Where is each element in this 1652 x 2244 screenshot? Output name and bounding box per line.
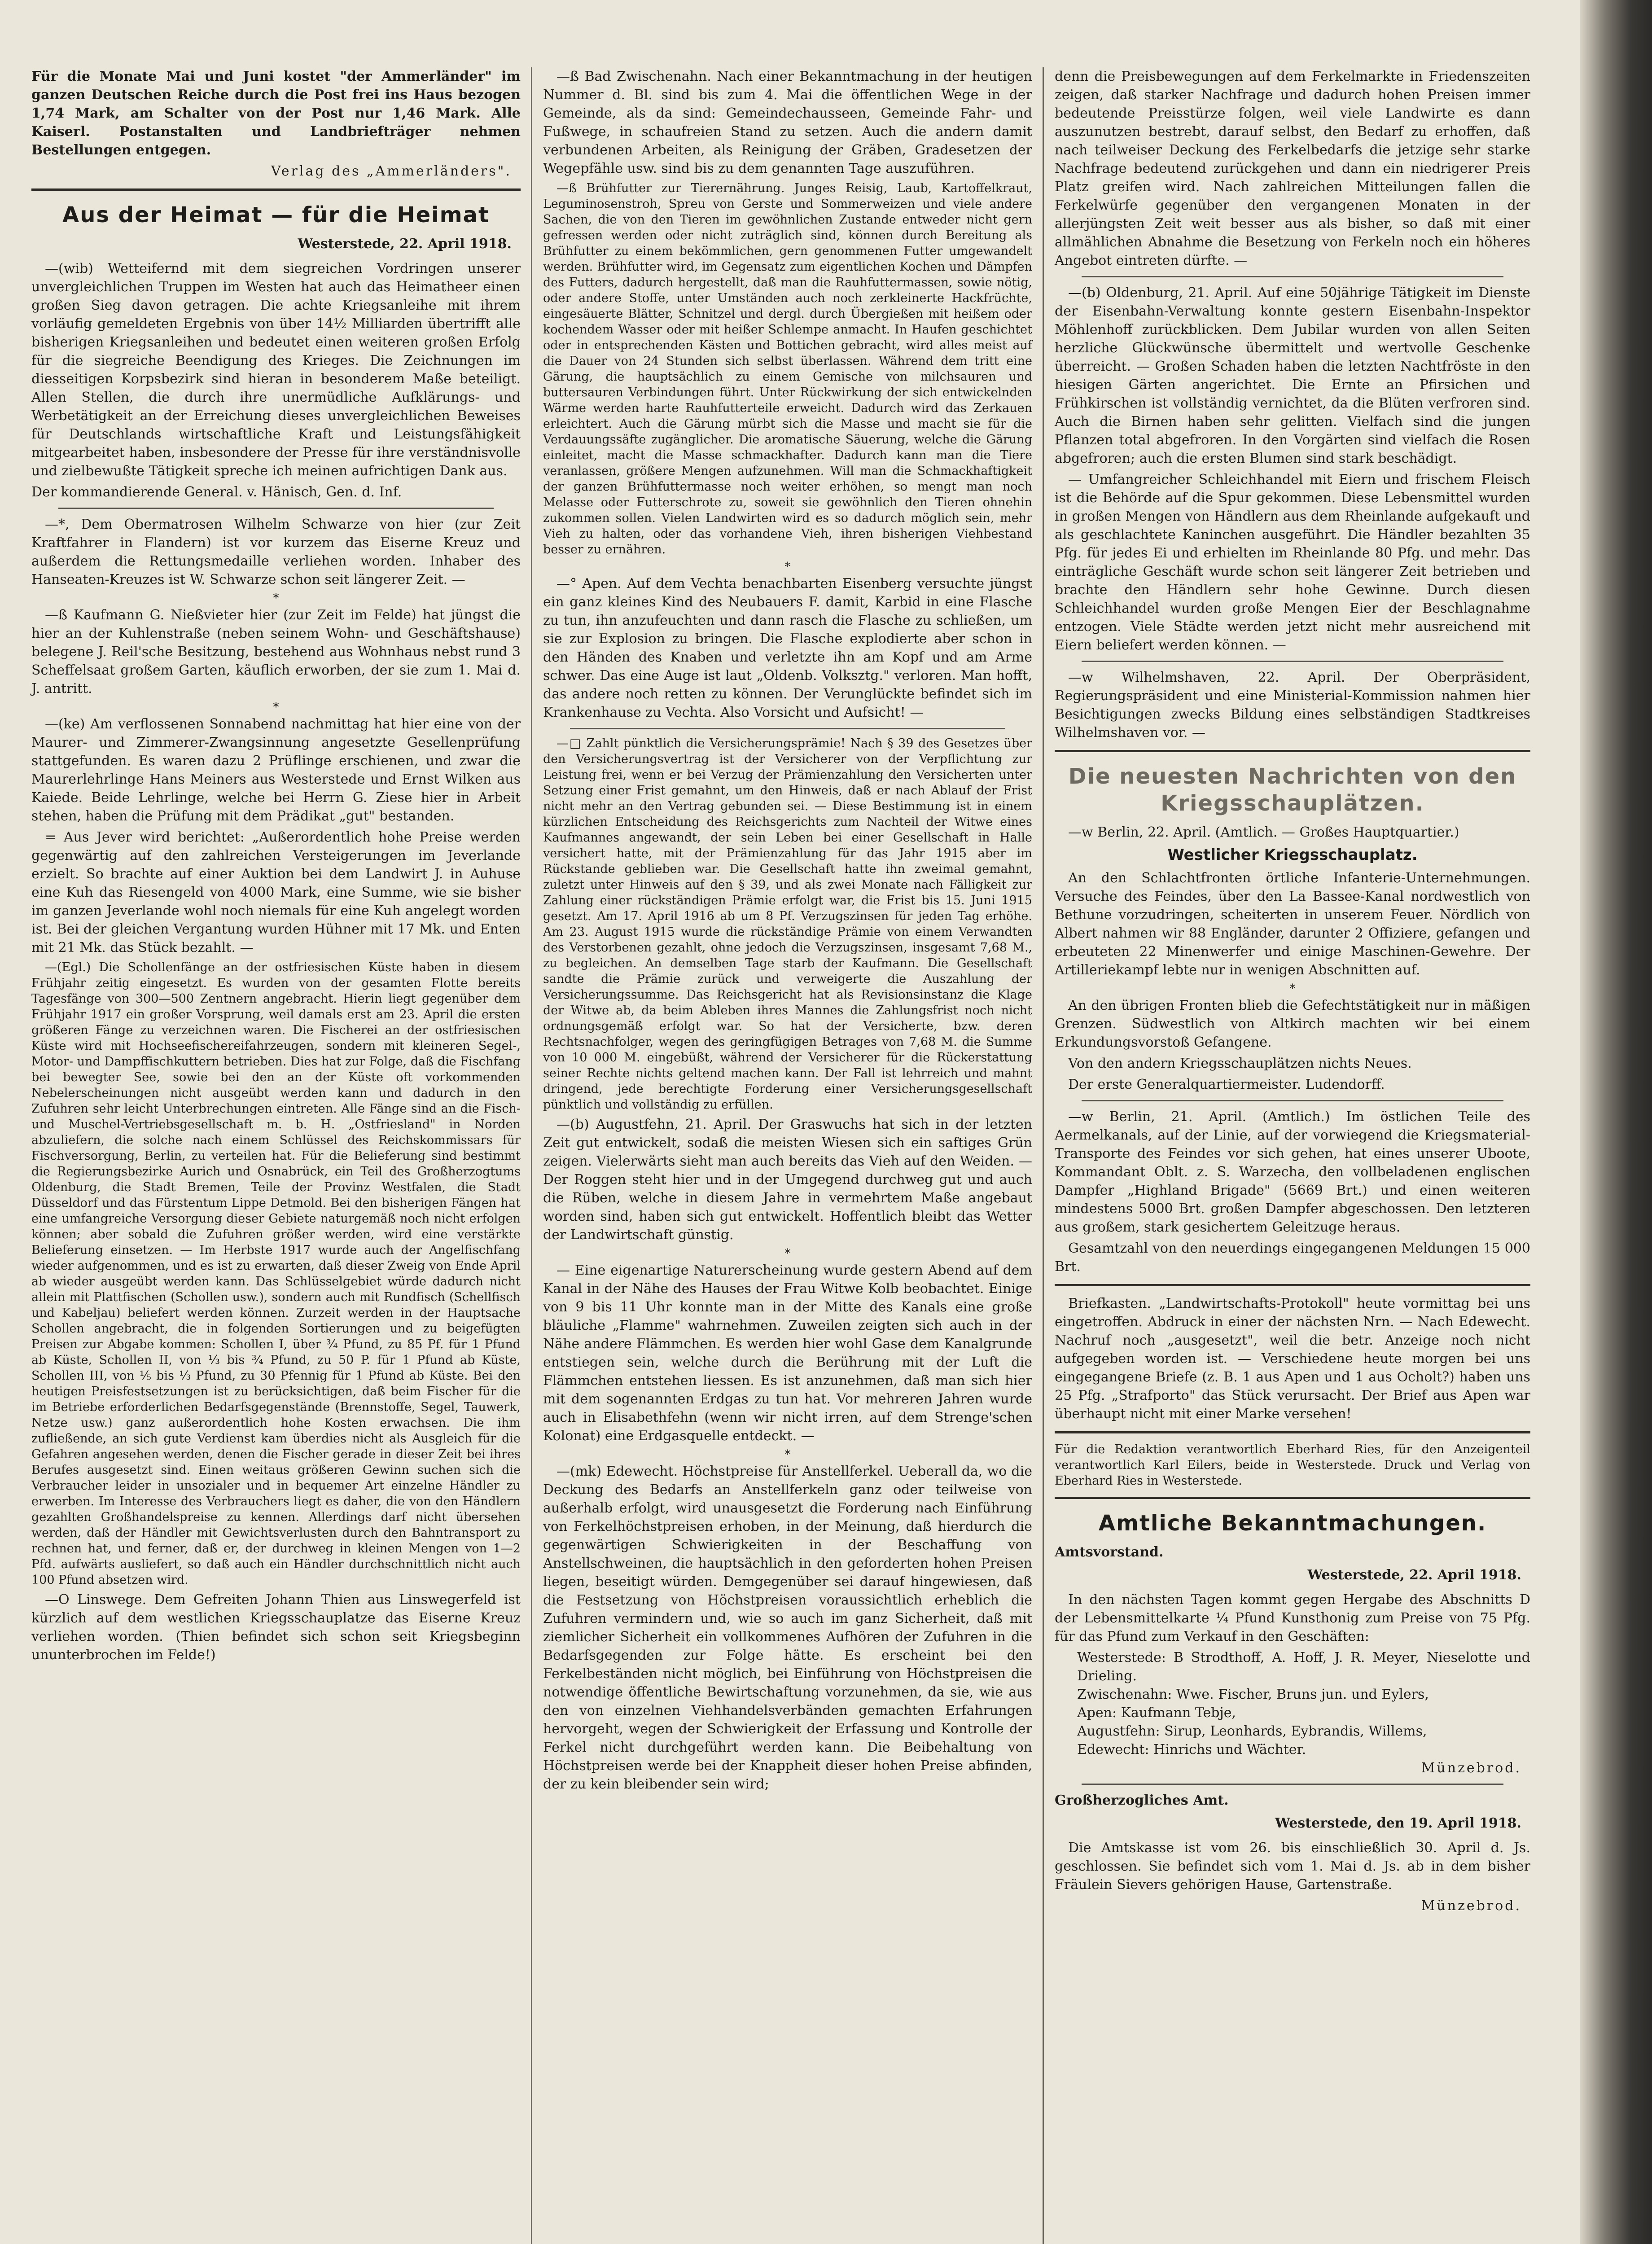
- column-3: [1055, 67, 1530, 2244]
- notice-signature: Münzebrod.: [1421, 1898, 1521, 1914]
- war-report-body: An den übrigen Fronten blieb die Gefechtstätigkeit nur in mäßigen Grenzen. Südwestlich von Altkirch machten wir bei einem Erkundungsvorstoß Gefangene.: [1055, 998, 1530, 1050]
- imprint: Für die Redaktion verantwortlich Eberhard Ries, für den Anzeigenteil verantwortlich Karl Eilers, beide in Westerstede. Druck und Verlag von Eberhard Ries in Westerstede.: [1055, 1442, 1530, 1488]
- notice-office: Amtsvorstand.: [1055, 1544, 1164, 1560]
- column-1: [31, 67, 521, 2244]
- western-front-title: Westlicher Kriegsschauplatz.: [1167, 846, 1418, 864]
- notice-signature: Verlag des „Ammerländers".: [271, 163, 512, 179]
- article: —ß Kaufmann G. Nießvieter hier (zur Zeit im Felde) hat jüngst die hier an der Kuhlenstraße (neben seinem Wohn- und Geschäftshause) belegene J. Reil'sche Besitzung, bestehend aus Wohnhaus nebst rund 3 Scheffelsaat großem Garten, käuflich erworben, der sie zum 1. Mai d. J. antritt.: [31, 607, 521, 697]
- section-rule: [31, 188, 521, 191]
- section-rule: [1055, 1497, 1530, 1499]
- section-title-war-news: Die neuesten Nachrichten von den Kriegsschauplätzen.: [1068, 764, 1517, 816]
- separator: [1082, 661, 1503, 662]
- war-report-body: An den Schlachtfronten örtliche Infanterie-Unternehmungen. Versuche des Feindes, über den La Bassee-Kanal nordwestlich von Bethune vorzudringen, scheiterten in unserem Feuer. Nördlich von Albert nahmen wir 88 Engländer, darunter 2 Offiziere, gefangen und erbeuteten 22 Minenwerfer und einige Maschinen-Gewehre. Der Artilleriekampf lebte nur in wenigen Abschnitten auf.: [1055, 870, 1530, 978]
- article: — Umfangreicher Schleichhandel mit Eiern und frischem Fleisch ist die Behörde auf die Spur gekommen. Diese Lebensmittel wurden in großen Mengen von Händlern aus dem Rheinlande aufgekauft und als geschlachtete Kaninchen ausgeführt. Die Händler bezahlten 35 Pfg. für jedes Ei und erhielten im Rheinlande 80 Pfg. und mehr. Das einträgliche Geschäft wurde schon seit längerer Zeit betrieben und brachte den Händlern sehr hohe Gewinne. Durch diesen Schleichhandel wurden große Mengen Eier der Beschlagnahme entzogen. Viele Städte werden jetzt nicht mehr ausreichend mit Eiern beliefert werden können. —: [1055, 472, 1530, 653]
- column-rule: [1043, 67, 1044, 2244]
- article: —° Apen. Auf dem Vechta benachbarten Eisenberg versuchte jüngst ein ganz kleines Kind des Neubauers F. damit, Karbid in eine Flasche zu tun, ihn anzufeuchten und dann rasch die Flasche zu schließen, um sie zur Explosion zu bringen. Die Flasche explodierte aber schon in den Händen des Knaben und verletzte ihn am Kopf und am Arme schwer. Das eine Auge ist laut „Oldenb. Volksztg." verloren. Man hofft, das andere noch retten zu können. Der Verunglückte befindet sich im Krankenhause zu Vechta. Also Vorsicht und Aufsicht! —: [543, 576, 1032, 720]
- war-report-uboat: —w Berlin, 21. April. (Amtlich.) Im östlichen Teile des Aermelkanals, auf der Linie, auf der vorwiegend die Kriegsmaterial-Transporte des Feindes vor sich gehen, hat eines unserer Uboote, Kommandant Oblt. z. S. Warzecha, den vollbeladenen englischen Dampfer „Highland Brigade" (5669 Brt.) und einen weiteren mindestens 5000 Brt. großen Dampfer abgeschossen. Den letzteren aus großem, stark gesichertem Geleitzuge heraus.: [1055, 1109, 1530, 1235]
- subscription-notice: Für die Monate Mai und Juni kostet "der Ammerländer" im ganzen Deutschen Reiche durch die Post frei ins Haus bezogen 1,74 Mark, am Schalter von der Post nur 1,46 Mark. Alle Kaiserl. Postanstalten und Landbriefträger nehmen Bestellungen entgegen.: [31, 69, 521, 158]
- shop-list: [1055, 1648, 1530, 1759]
- star-separator: *: [273, 592, 279, 605]
- notice-body: Die Amtskasse ist vom 26. bis einschließlich 30. April d. Js. geschlossen. Sie befindet sich vom 1. Mai d. Js. ab in dem bisher Fräulein Sievers gehörigen Hause, Gartenstraße.: [1055, 1840, 1530, 1893]
- article: — Eine eigenartige Naturerscheinung wurde gestern Abend auf dem Kanal in der Nähe des Hauses der Frau Witwe Kolb beobachtet. Einige von 9 bis 11 Uhr konnte man in der Mitte des Kanals eine große bläuliche „Flamme" wahrnehmen. Zuweilen zeigten sich auch in der Nähe andere Flämmchen. Es werden hier wohl Gase dem Kanalgrunde entstiegen sein, welche durch die Berührung mit der Luft die Flämmchen entstehen liessen. Es ist anzunehmen, daß man sich hier mit dem sogenannten Erdgas zu tun hat. Vor mehreren Jahren wurde auch in Elisabethfehn (wenn wir nicht irren, auf dem Strenge'schen Kolonat) eine Erdgasquelle entdeckt. —: [543, 1262, 1032, 1444]
- notice-signature: Münzebrod.: [1421, 1760, 1521, 1776]
- separator: [1082, 276, 1503, 277]
- dateline: Westerstede, 22. April 1918.: [298, 236, 512, 252]
- notice-office: Großherzogliches Amt.: [1055, 1793, 1229, 1808]
- article: —O Linswege. Dem Gefreiten Johann Thien aus Linswegerfeld ist kürzlich auf dem westlichen Kriegsschauplatze das Eiserne Kreuz verliehen worden. (Thien befindet sich schon seit Kriegsbeginn ununterbrochen im Felde!): [31, 1592, 521, 1663]
- separator: [58, 508, 494, 509]
- war-report-total: Gesamtzahl von den neuerdings eingegangenen Meldungen 15 000 Brt.: [1055, 1240, 1530, 1275]
- list-item: Apen: Kaufmann Tebje,: [1077, 1705, 1236, 1721]
- star-separator: *: [273, 701, 279, 714]
- article: = Aus Jever wird berichtet: „Außerordentlich hohe Preise werden gegenwärtig auf den zahlreichen Versteigerungen im Jeverlande erzielt. So brachte auf einer Auktion bei dem Landwirt J. in Auhuse eine Kuh das Riesengeld von 4000 Mark, eine Summe, wie sie bisher im ganzen Jeverlande wohl noch niemals für eine Kuh angelegt worden ist. Bei der gleichen Vergantung wurden Hühner mit 17 Mk. und Enten mit 21 Mk. das Stück bezahlt. —: [31, 829, 521, 955]
- article: —w Wilhelmshaven, 22. April. Der Oberpräsident, Regierungspräsident und eine Ministerial-Kommission nahmen hier Besichtigungen zwecks Bildung eines selbständigen Stadtkreises Wilhelmshaven vor. —: [1055, 670, 1530, 741]
- article-signature: Der kommandierende General. v. Hänisch, Gen. d. Inf.: [31, 484, 402, 500]
- separator: [1082, 1784, 1503, 1785]
- list-item: Westerstede: B Strodthoff, A. Hoff, J. R. Meyer, Nieselotte und Drieling.: [1077, 1650, 1530, 1684]
- article: —*, Dem Obermatrosen Wilhelm Schwarze von hier (zur Zeit Kraftfahrer in Flandern) ist vor kurzem das Eiserne Kreuz und außerdem die Rettungsmedaille verliehen worden. Inhaber des Hanseaten-Kreuzes ist W. Schwarze schon seit längerer Zeit. —: [31, 517, 521, 587]
- list-item: Augustfehn: Sirup, Leonhards, Eybrandis, Willems,: [1077, 1723, 1427, 1739]
- section-title-heimat: Aus der Heimat — für die Heimat: [62, 202, 490, 228]
- list-item: Edewecht: Hinrichs und Wächter.: [1077, 1742, 1306, 1758]
- article: —(Egl.) Die Schollenfänge an der ostfriesischen Küste haben in diesem Frühjahr zeitig eingesetzt. Es wurden von der gesamten Flotte bereits Tagesfänge von 300—500 Zentnern angebracht. Hierin liegt gegenüber dem Frühjahr 1917 ein großer Vorsprung, weil damals erst am 23. April die ersten größeren Fänge zu verzeichnen waren. Die Fischerei an der ostfriesischen Küste wird mit Hochseefischereifahrzeugen, sondern mit kleineren Segel-, Motor- und Dampffischkuttern betrieben. Dies hat zur Folge, daß die Fischfang bei bewegter See, sowie bei den an der Küste oft vorkommenden Nebelerscheinungen nicht ausgeübt werden kann und dadurch in den Zufuhren sehr leicht Unterbrechungen eintreten. Alle Fänge sind an die Fisch- und Muschel-Vertriebsgesellschaft m. b. H. „Ostfriesland" in Norden abzuliefern, die solche nach einem Schlüssel des Reichskommissars für Fischversorgung, Berlin, zu verteilen hat. Für die Belieferung sind bestimmt die Regierungsbezirke Aurich und Osnabrück, ein Teil des Großherzogtums Oldenburg, die Stadt Bremen, Teile der Provinz Westfalen, die Stadt Düsseldorf und das Fürstentum Lippe Detmold. Bei den bisherigen Fängen hat eine umfangreiche Versorgung dieser Gebiete naturgemäß noch nicht erfolgen können; aber sobald die Zufuhren größer werden, wird eine verstärkte Belieferung einsetzen. — Im Herbste 1917 wurde auch der Angelfischfang wieder aufgenommen, und es ist zu erwarten, daß dieser Zweig von Ende April ab wieder ausgeübt werden kann. Das Schlüsselgebiet würde dadurch nicht allein mit Plattfischen (Schollen usw.), sondern auch mit Rundfisch (Schellfisch und Kabeljau) beliefert werden können. Zurzeit werden in der Hauptsache Schollen angebracht, die in folgenden Sortierungen und zu beigefügten Preisen zur Abgabe kommen: Schollen I, über ¾ Pfund, zu 85 Pf. für 1 Pfund ab Küste, Schollen II, von ⅓ bis ¾ Pfund, zu 50 P. für 1 Pfund ab Küste, Schollen III, von ⅕ bis ⅓ Pfund, zu 30 Pfennig für 1 Pfund ab Küste. Bei den heutigen Preisfestsetzungen ist zu berücksichtigen, daß beim Fischer für die im Betriebe erforderlichen Bedarfsgegenstände (Brennstoffe, Segel, Tauwerk, Netze usw.) ganz außerordentlich hohe Kosten erwachsen. Die ihm zufließende, an sich gute Verdienst kam überdies nicht als Ausgleich für die Gefahren angesehen werden, denen die Fischer gerade in dieser Zeit bei ihres Berufes ausgesetzt sind. Einen weitaus größeren Gewinn suchen sich die Verbraucher leider in unsozialer und in bequemer Art einzelne Händler zu erwerben. Im Interesse des Verbrauchers liegt es daher, die von den Händlern gezahlten Großhandelspreise zu kennen. Allerdings darf nicht übersehen werden, daß der Händler mit Gewichtsverlusten durch den Bahntransport zu rechnen hat, und ferner, daß er, der durchweg in kleinen Mengen von 1—2 Pfd. aufwärts ausliefert, so daß auch ein Händler durchschnittlich nicht auch 100 Pfund absetzen wird.: [31, 960, 521, 1587]
- official-notices-title: Amtliche Bekanntmachungen.: [1098, 1511, 1487, 1536]
- article: —ß Brühfutter zur Tierernährung. Junges Reisig, Laub, Kartoffelkraut, Leguminosenstroh, Spreu von Gerste und Sommerweizen und viele andere Sachen, die von den Tieren im gewöhnlichen Zustande entweder nicht gern gefressen werden oder nicht zuträglich sind, können durch Bereitung als Brühfutter zu einem bekömmlichen, gern genommenen Futter umgewandelt werden. Brühfutter wird, im Gegensatz zum eigentlichen Kochen und Dämpfen des Futters, dadurch hergestellt, daß man die Rauhfuttermassen, sowie nötig, oder andere Stoffe, unter Umständen auch noch zerkleinerte Hackfrüchte, eingesäuerte Blätter, Schnitzel und dergl. durch Übergießen mit heißem oder kochendem Wasser oder mit heißer Schlempe anmacht. In Haufen geschichtet oder in entsprechenden Kästen und Bottichen gebracht, wird alles meist auf die Dauer von 24 Stunden sich selbst überlassen. Während dem tritt eine Gärung, die hauptsächlich zu einem Gemische von milchsauren und buttersauren Verbindungen führt. Unter Rückwirkung der sich entwickelnden Wärme werden harte Rauhfutterteile erweicht. Dadurch wird das Zerkauen erleichtert. Auch die Gärung mürbt sich die Masse und macht sie für die Verdauungssäfte zugänglicher. Die aromatische Säuerung, welche die Gärung einleitet, macht die Masse schmackhafter. Dadurch kann man die Tiere veranlassen, größere Mengen aufzunehmen. Will man die Schmackhaftigkeit der ganzen Brühfuttermasse noch weiter erhöhen, so mengt man noch Melasse oder Futterschrote zu, soweit sie gewöhnlich den Tieren ohnehin zukommen sollen. Vielen Landwirten wird es so dadurch möglich sein, mehr Vieh zu halten, oder das vorhandene Vieh, ihren bisherigen Viehbestand besser zu ernähren.: [543, 181, 1032, 557]
- section-rule: [1055, 1431, 1530, 1433]
- separator: [1082, 1100, 1503, 1101]
- letterbox: Briefkasten. „Landwirtschafts-Protokoll" heute vormittag bei uns eingetroffen. Abdruck in einer der nächsten Nrn. — Nach Edewecht. Nachruf noch „ausgesetzt", weil die betr. Anzeige noch nicht aufgegeben worden ist. — Verschiedene heute morgen bei uns eingegangene Briefe (z. B. 1 aus Apen und 1 aus Ocholt?) haben uns 25 Pfg. „Strafporto" das Stück verursacht. Der Brief aus Apen war überhaupt nicht mit einer Marke versehen!: [1055, 1296, 1530, 1422]
- article: —(mk) Edewecht. Höchstpreise für Anstellferkel. Ueberall da, wo die Deckung des Bedarfs an Anstellferkeln ganz oder teilweise von außerhalb erfolgt, wird unausgesetzt die Forderung nach Einführung von Ferkelhöchstpreisen erhoben, in der Meinung, daß hierdurch die gegenwärtigen Schwierigkeiten in der Beschaffung von Anstellschweinen, die hauptsächlich in den geforderten hohen Preisen liegen, beseitigt würden. Demgegenüber sei darauf hingewiesen, daß die Festsetzung von Höchstpreisen voraussichtlich erheblich die Zufuhren vermindern und, wie so auch im ganz Sicherheit, daß mit ziemlicher Sicherheit ein vollkommenes Aufhören der Zufuhren in die Bedarfsgegenden zur Folge hätte. Es erscheint bei den Ferkelbeständen nicht möglich, bei Einführung von Höchstpreisen die notwendige öffentliche Bewirtschaftung vorzunehmen, da sie, wie aus den von einzelnen Viehhandelsverbänden gemachten Erfahrungen hervorgeht, wegen der Schwierigkeit der Erfassung und Kontrolle der Ferkel nicht durchgeführt werden kann. Die Beibehaltung von Höchstpreisen werde bei der Knappheit dieser hohen Preise abfinden, der zu kein bleibender sein wird;: [543, 1464, 1032, 1792]
- list-item: Zwischenahn: Wwe. Fischer, Bruns jun. und Eylers,: [1077, 1687, 1429, 1702]
- notice-date: Westerstede, 22. April 1918.: [1307, 1567, 1521, 1583]
- star-separator: *: [784, 1247, 791, 1260]
- war-report-signature: Der erste Generalquartiermeister. Ludendorff.: [1068, 1077, 1385, 1092]
- section-rule: [1055, 1284, 1530, 1286]
- war-report-lead: —w Berlin, 22. April. (Amtlich. — Großes Hauptquartier.): [1068, 824, 1459, 840]
- article: —(wib) Wetteifernd mit dem siegreichen Vordringen unserer unvergleichlichen Truppen im Westen hat auch das Heimatheer einen großen Sieg davon getragen. Die achte Kriegsanleihe mit ihrem vorläufig gemeldeten Ergebnis von über 14½ Milliarden übertrifft alle bisherigen Kriegsanleihen und bedeutet einen weiteren großen Erfolg für die siegreiche Beendigung des Krieges. Die Zeichnungen im diesseitigen Korpsbezirk sind hieran in besonderem Maße beteiligt. Allen Stellen, die durch ihre unermüdliche Aufklärungs- und Werbetätigkeit an der Erreichung dieses unvergleichlichen Beweises für Deutschlands wirtschaftliche Kraft und Leistungsfähigkeit mitgearbeitet haben, insbesondere der Presse für ihre verständnisvolle und zielbewußte Tätigkeit spreche ich meinen aufrichtigen Dank aus.: [31, 261, 521, 479]
- war-report-body: Von den andern Kriegsschauplätzen nichts Neues.: [1068, 1056, 1412, 1071]
- newspaper-page: [31, 67, 1530, 2244]
- notice-date: Westerstede, den 19. April 1918.: [1275, 1815, 1521, 1831]
- article: —(b) Augustfehn, 21. April. Der Graswuchs hat sich in der letzten Zeit gut entwickelt, sodaß die meisten Wiesen sich ein saftiges Grün zeigen. Vielerwärts sieht man auch bereits das Vieh auf den Weiden. — Der Roggen steht hier und in der Umgegend durchweg gut und auch die Rüben, welche in diesem Jahre in vermehrtem Maße angebaut worden sind, haben sich gut entwickelt. Hoffentlich bleibt das Wetter der Landwirtschaft günstig.: [543, 1117, 1032, 1243]
- article: —(ke) Am verflossenen Sonnabend nachmittag hat hier eine von der Maurer- und Zimmerer-Zwangsinnung angesetzte Gesellenprüfung stattgefunden. Es waren dazu 2 Prüflinge erschienen, und zwar die Maurerlehrlinge Hans Meiners aus Westerstede und Ernst Wilken aus Kaiede. Beide Lehrlinge, welche bei Herrn G. Ziese hier in Arbeit stehen, haben die Prüfung mit dem Prädikat „gut" bestanden.: [31, 716, 521, 824]
- column-rule: [531, 67, 532, 2244]
- column-2: [543, 67, 1032, 2244]
- section-rule: [1055, 750, 1530, 752]
- notice-body: In den nächsten Tagen kommt gegen Hergabe des Abschnitts D der Lebensmittelkarte ¼ Pfund Kunsthonig zum Preise von 75 Pfg. für das Pfund zum Verkauf in den Geschäften:: [1055, 1592, 1530, 1644]
- article: —ß Bad Zwischenahn. Nach einer Bekanntmachung in der heutigen Nummer d. Bl. sind bis zum 4. Mai die öffentlichen Wege in der Gemeinde, als da sind: Gemeindechausseen, Gemeinde Fahr- und Fußwege, in schaufreien Stand zu setzen. Auch die andern damit verbundenen Arbeiten, als Reinigung der Gräben, Gradesetzen der Wegepfähle usw. sind bis zu dem genannten Tage auszuführen.: [543, 69, 1032, 176]
- star-separator: *: [784, 560, 791, 574]
- article: —□ Zahlt pünktlich die Versicherungsprämie! Nach § 39 des Gesetzes über den Versicherungsvertrag ist der Versicherer von der Verpflichtung zur Leistung frei, wenn er bei Verzug der Prämienzahlung den Versicherten unter Setzung einer Frist gemahnt, um den Hinweis, daß er nach Ablauf der Frist nicht mehr an den Vertrag gebunden sei. — Diese Bestimmung ist in einem kürzlichen Entscheidung des Reichsgerichts zum Nachteil der Witwe eines Kaufmannes angewandt, der sein Leben bei einer Gesellschaft in Halle versichert hatte, mit der Prämienzahlung für das Jahr 1915 aber im Rückstande geblieben war. Die Gesellschaft hatte ihn zweimal gemahnt, zuletzt unter Hinweis auf den § 39, und als zwei Monate nach Fälligkeit zur Zahlung einer rückständigen Prämie erfolgt war, die Frist bis 15. Juni 1915 gesetzt. Am 17. April 1916 ab um 8 Pf. Verzugszinsen für jeden Tag erhöhe. Am 23. August 1915 wurde die rückständige Prämie von einem Verwandten des Verstorbenen gezahlt, ohne jedoch die Verzugszinsen, insgesamt 7,68 M., zu begleichen. An demselben Tage starb der Kaufmann. Die Gesellschaft sandte die Prämie zurück und verweigerte die Auszahlung der Versicherungssumme. Das Reichsgericht hat als Revisionsinstanz die Klage der Witwe ab, da beim Ableben ihres Mannes die Zahlungsfrist noch nicht ordnungsgemäß erfolgt war. So hat der Versicherte, bzw. deren Rechtsnachfolger, wegen des geringfügigen Betrages von 7,68 M. die Summe von 10 000 M. eingebüßt, während der Versicherer für die Rückerstattung seiner Rechte nichts geltend machen kann. Der Fall ist lehrreich und mahnt dringend, jede berechtigte Forderung einer Versicherungsgesellschaft pünktlich und vollständig zu erfüllen.: [543, 736, 1032, 1112]
- article: denn die Preisbewegungen auf dem Ferkelmarkte in Friedenszeiten zeigen, daß starker Nachfrage und dadurch hohen Preisen immer bedeutende Preisstürze folgen, weil viele Landwirte es dann auszunutzen bestrebt, darauf selbst, den Bedarf zu erhoffen, daß nach teilweiser Deckung des Ferkelbedarfs die jetzige sehr starke Nachfrage bedeutend zurückgehen und dann ein niedrigerer Preis Platz greifen wird. Nach zahlreichen Mitteilungen fallen die Ferkelwürfe gegenüber den vergangenen Monaten in der allerjüngsten Zeit weit besser aus als bisher, so daß mit einer allmählichen Abnahme die Besetzung von Ferkeln noch ein höheres Angebot eintreten dürfte. —: [1055, 69, 1530, 268]
- page-binding-shadow: [1580, 0, 1652, 2244]
- star-separator: *: [784, 1448, 791, 1461]
- separator: [570, 728, 1005, 729]
- star-separator: *: [1289, 982, 1296, 995]
- article: —(b) Oldenburg, 21. April. Auf eine 50jährige Tätigkeit im Dienste der Eisenbahn-Verwaltung konnte gestern Eisenbahn-Inspektor Möhlenhoff zurückblicken. Dem Jubilar wurden von allen Seiten herzliche Glückwünsche übermittelt und wertvolle Geschenke überreicht. — Großen Schaden haben die letzten Nachtfröste in den hiesigen Gärten angerichtet. Die Ernte an Pfirsichen und Frühkirschen ist vollständig vernichtet, da die Blüten verfroren sind. Auch die Birnen haben sehr gelitten. Vielfach sind die jungen Pflanzen total abgefroren. In den Vorgärten sind vielfach die Rosen abgefroren; auch die ersten Blumen sind stark beschädigt.: [1055, 285, 1530, 466]
